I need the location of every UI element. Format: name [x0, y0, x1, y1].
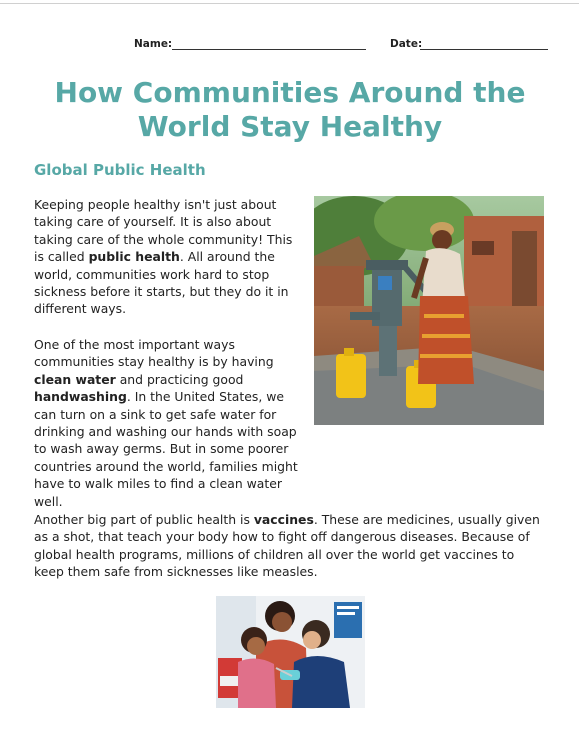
title-line-1: How Communities Around the [54, 76, 526, 109]
paragraph-public-health [34, 196, 306, 318]
name-blank-line[interactable] [172, 49, 366, 50]
text-run: . These are medicines, usually given as a shot, that teach your body how to fight off dangerous diseases. Because of global health programs, millions of children all over the world get vaccines to keep them safe from sicknesses like measles. [34, 512, 540, 580]
bold-term: public health [88, 249, 180, 265]
text-run: Another big part of public health is [34, 512, 254, 527]
date-blank-line[interactable] [420, 49, 548, 50]
top-border [0, 3, 579, 4]
vaccine-photo [216, 596, 365, 708]
section-heading: Global Public Health [34, 161, 206, 179]
text-run: . All around the world, communities work hard to stop sickness before it starts, but they do it in different ways. [34, 249, 289, 317]
date-label: Date: [390, 38, 423, 50]
page-title [30, 76, 550, 144]
text-run: and practicing good [115, 371, 244, 387]
text-run: . In the United States, we can turn on a sink to get safe water for drinking and washing our hands with soap to wash away germs. But in some poorer countries around the world, families might have to walk miles to find a clean water well. [34, 389, 298, 509]
text-run: Keeping people healthy isn't just about taking care of yourself. It is also about taking care of the whole community! This is called [34, 197, 293, 265]
bold-term: clean water [34, 371, 116, 387]
bold-term: vaccines [253, 512, 314, 527]
bold-term: handwashing [34, 389, 127, 405]
water-pump-photo [314, 196, 544, 425]
paragraph-vaccines [34, 511, 546, 581]
text-run: One of the most important ways communities stay healthy is by having [34, 337, 274, 370]
title-line-2: World Stay Healthy [137, 110, 443, 143]
name-label: Name: [134, 38, 173, 50]
paragraph-clean-water [34, 336, 306, 510]
name-date-row [134, 38, 549, 52]
